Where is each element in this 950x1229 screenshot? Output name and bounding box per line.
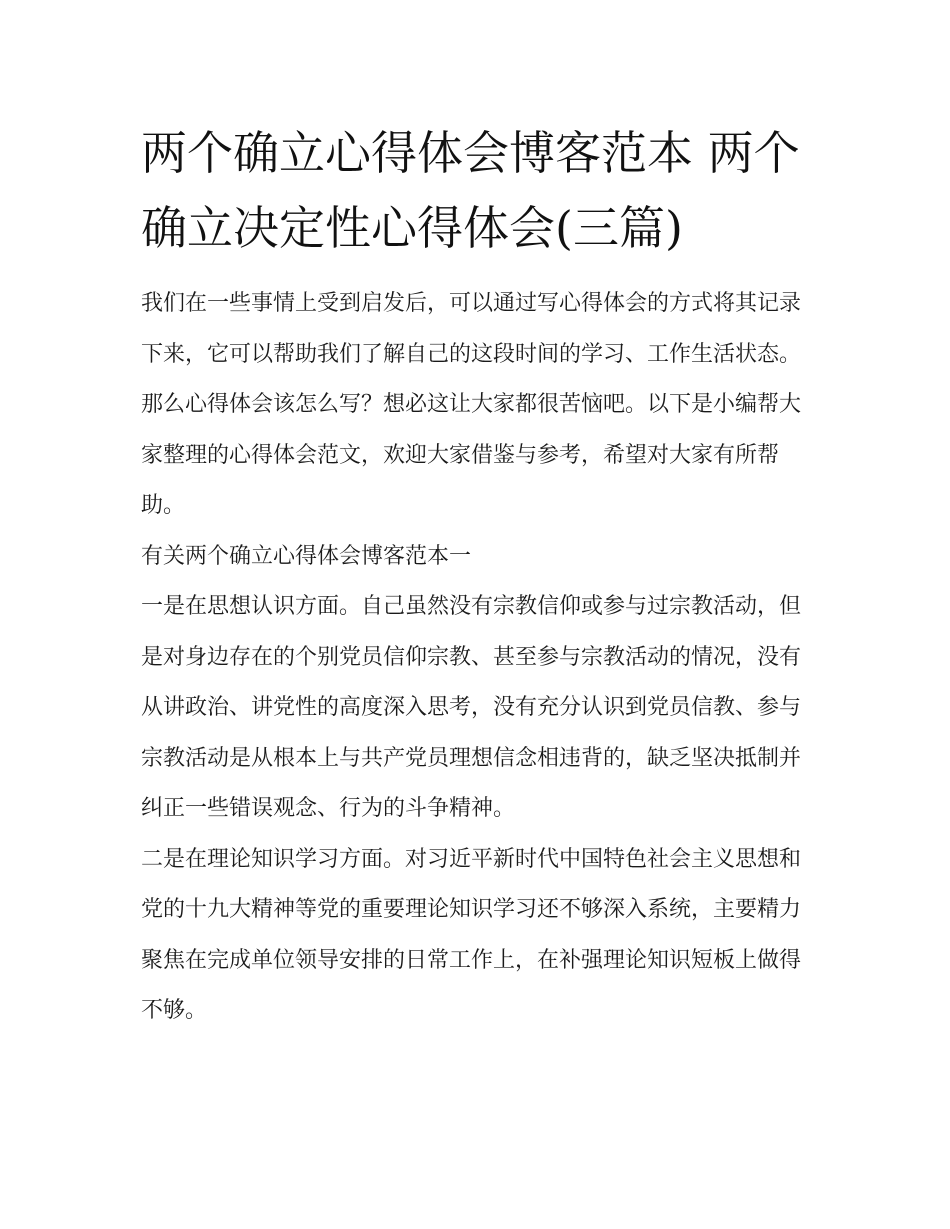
body-paragraph-2: 二是在理论知识学习方面。对习近平新时代中国特色社会主义思想和党的十九大精神等党的重要理论知识学习还不够深入系统，主要精力聚焦在完成单位领导安排的日常工作上，在补强理论知识短板上做得不够。 (141, 846, 802, 1023)
intro-paragraph: 我们在一些事情上受到启发后，可以通过写心得体会的方式将其记录下来，它可以帮助我们了解自己的这段时间的学习、工作生活状态。那么心得体会该怎么写？想必这让大家都很苦恼吧。以下是小编帮大家整理的心得体会范文，欢迎大家借鉴与参考，希望对大家有所帮助。 (141, 291, 802, 518)
document-title: 两个确立心得体会博客范本 两个确立决定性心得体会(三篇) (141, 126, 800, 255)
section-heading: 有关两个确立心得体会博客范本一 (141, 543, 472, 569)
body-paragraph-1: 一是在思想认识方面。自己虽然没有宗教信仰或参与过宗教活动，但是对身边存在的个别党员信仰宗教、甚至参与宗教活动的情况，没有从讲政治、讲党性的高度深入思考，没有充分认识到党员信教、参与宗教活动是从根本上与共产党员理想信念相违背的，缺乏坚决抵制并纠正一些错误观念、行为的斗争精神。 (141, 594, 802, 821)
document-body (141, 116, 817, 1037)
